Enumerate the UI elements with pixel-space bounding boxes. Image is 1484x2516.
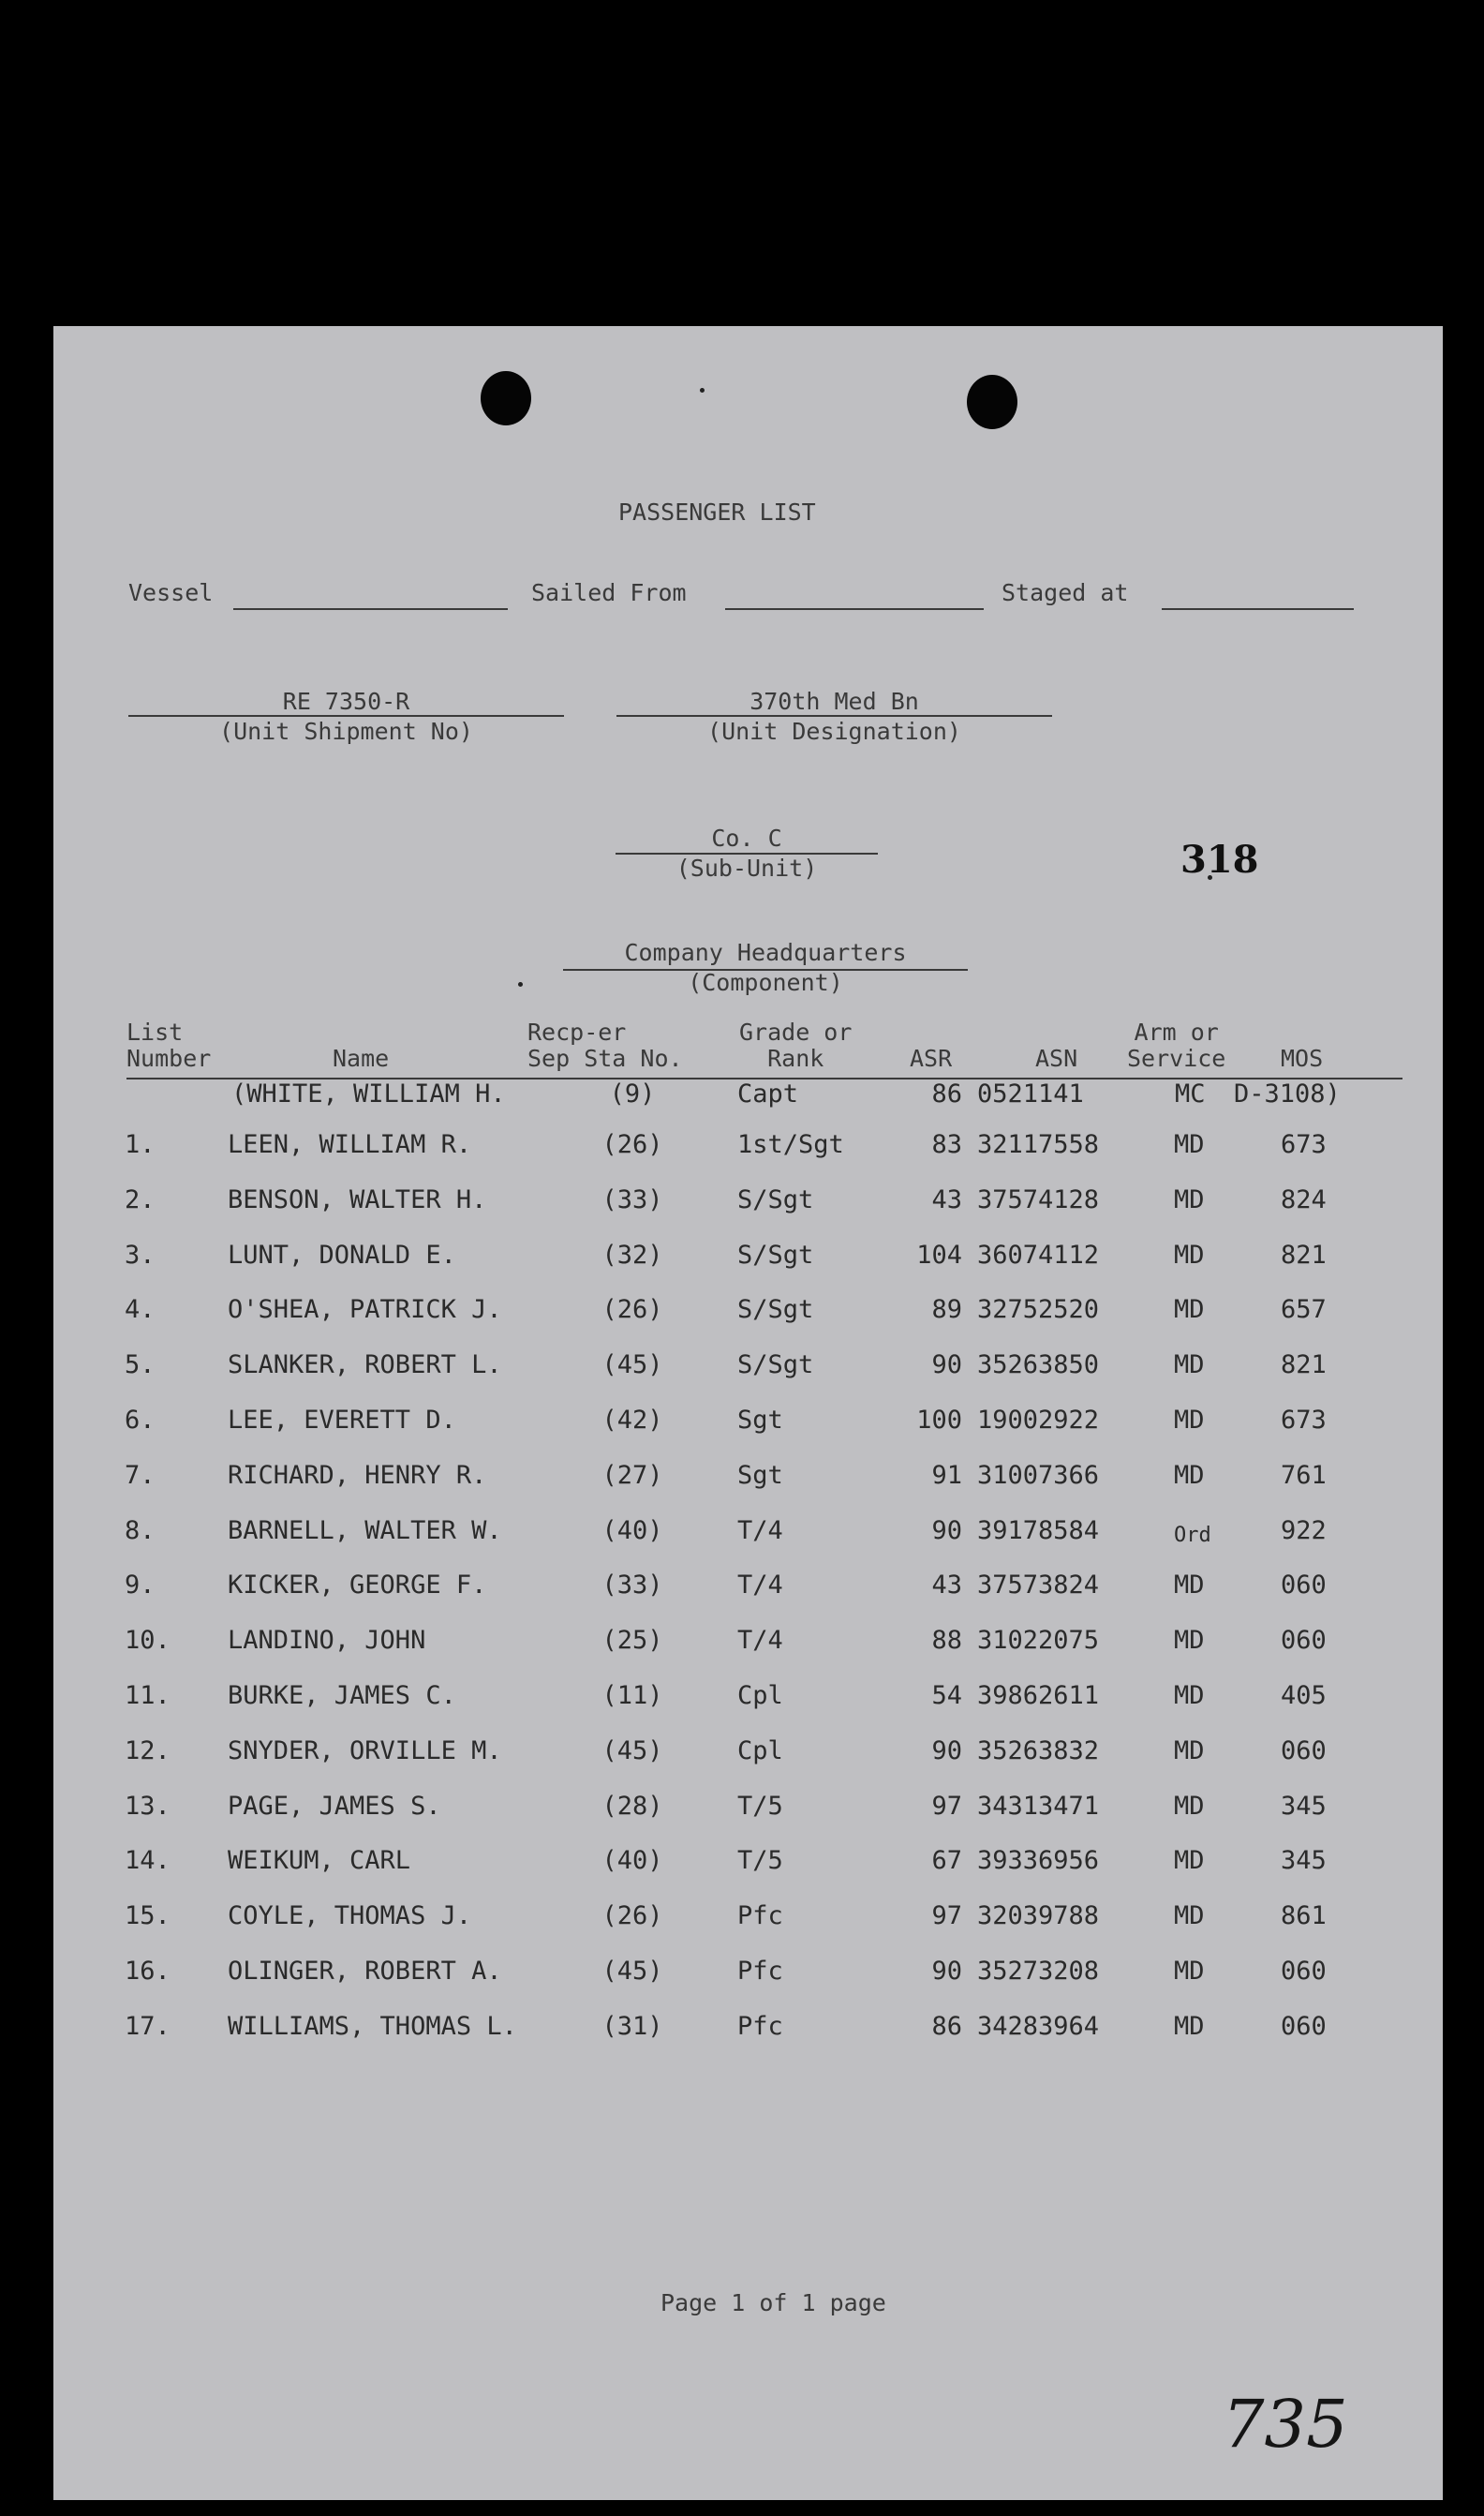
list-number: 5. xyxy=(125,1350,156,1380)
header-arm: Arm or Service xyxy=(1127,1019,1226,1072)
staged-at-label: Staged at xyxy=(1002,579,1129,606)
arm-service: MD xyxy=(1174,1791,1205,1821)
soldier-name: KICKER, GEORGE F. xyxy=(228,1571,487,1600)
arm-service: MD xyxy=(1174,1901,1205,1931)
soldier-name: BURKE, JAMES C. xyxy=(228,1681,456,1710)
list-number: 17. xyxy=(125,2011,171,2041)
soldier-name: LANDINO, JOHN xyxy=(228,1626,426,1656)
unit-shipment-no: RE 7350-R xyxy=(282,688,410,715)
page-footer: Page 1 of 1 page xyxy=(660,2289,886,2316)
mos-code: 345 xyxy=(1281,1846,1327,1876)
punch-hole-left xyxy=(481,371,531,425)
list-number: 16. xyxy=(125,1957,171,1986)
grade-rank: Sgt xyxy=(737,1406,783,1435)
vessel-label: Vessel xyxy=(128,579,214,606)
unit-designation: 370th Med Bn xyxy=(749,688,919,715)
sep-sta-no: (26) xyxy=(601,1901,663,1931)
arm-service: MD xyxy=(1174,1295,1205,1325)
arm-service: MD xyxy=(1174,1735,1205,1765)
asn-number: 35263832 xyxy=(977,1735,1100,1765)
sailed-from-label: Sailed From xyxy=(531,579,687,606)
sep-sta-no: (45) xyxy=(601,1350,663,1380)
page-title: PASSENGER LIST xyxy=(618,499,816,526)
soldier-name: PAGE, JAMES S. xyxy=(228,1791,441,1821)
speck xyxy=(700,388,705,393)
document-page xyxy=(53,326,1443,2500)
sep-sta-no: (28) xyxy=(601,1791,663,1821)
arm-service: MD xyxy=(1174,2011,1205,2041)
table-row xyxy=(53,1846,1443,1883)
mos-code: 821 xyxy=(1281,1240,1327,1270)
soldier-name: SNYDER, ORVILLE M. xyxy=(228,1735,502,1765)
arm-service: MD xyxy=(1174,1626,1205,1656)
soldier-name: COYLE, THOMAS J. xyxy=(228,1901,472,1931)
officer-sta: (9) xyxy=(609,1079,656,1109)
soldier-name: WILLIAMS, THOMAS L. xyxy=(228,2011,517,2041)
mos-code: 060 xyxy=(1281,2011,1327,2041)
header-list-number: List Number xyxy=(126,1019,212,1072)
mos-code: 060 xyxy=(1281,1735,1327,1765)
table-row xyxy=(53,1350,1443,1388)
asn-number: 39336956 xyxy=(977,1846,1100,1876)
asn-number: 34313471 xyxy=(977,1791,1100,1821)
asr-score: 90 xyxy=(931,1735,962,1765)
speck xyxy=(518,982,523,987)
asn-number: 32039788 xyxy=(977,1901,1100,1931)
list-number: 11. xyxy=(125,1681,171,1710)
list-number: 14. xyxy=(125,1846,171,1876)
list-number: 3. xyxy=(125,1240,156,1270)
punch-hole-right xyxy=(967,375,1017,429)
asn-number: 35273208 xyxy=(977,1957,1100,1986)
sep-sta-no: (26) xyxy=(601,1130,663,1159)
asn-number: 35263850 xyxy=(977,1350,1100,1380)
sep-sta-no: (31) xyxy=(601,2011,663,2041)
arm-service: MD xyxy=(1174,1406,1205,1435)
arm-service: MD xyxy=(1174,1957,1205,1986)
officer-mos: D-3108) xyxy=(1234,1079,1341,1109)
grade-rank: Sgt xyxy=(737,1460,783,1490)
header-grade: Grade or Rank xyxy=(739,1019,853,1072)
unit-shipment-caption: (Unit Shipment No) xyxy=(219,718,473,745)
soldier-name: SLANKER, ROBERT L. xyxy=(228,1350,502,1380)
unit-shipment-line xyxy=(128,715,564,717)
officer-grade: Capt xyxy=(737,1079,799,1109)
unit-designation-caption: (Unit Designation) xyxy=(707,718,961,745)
grade-rank: 1st/Sgt xyxy=(737,1130,844,1159)
list-number: 6. xyxy=(125,1406,156,1435)
soldier-name: WEIKUM, CARL xyxy=(228,1846,411,1876)
arm-service: MD xyxy=(1174,1350,1205,1380)
list-number: 13. xyxy=(125,1791,171,1821)
soldier-name: RICHARD, HENRY R. xyxy=(228,1460,487,1490)
sep-sta-no: (11) xyxy=(601,1681,663,1710)
table-row xyxy=(53,1571,1443,1608)
list-number: 7. xyxy=(125,1460,156,1490)
asn-number: 32752520 xyxy=(977,1295,1100,1325)
list-number: 10. xyxy=(125,1626,171,1656)
asn-number: 37574128 xyxy=(977,1184,1100,1214)
asr-score: 67 xyxy=(931,1846,962,1876)
mos-code: 345 xyxy=(1281,1791,1327,1821)
asn-number: 31022075 xyxy=(977,1626,1100,1656)
header-asn: ASN xyxy=(1035,1045,1078,1072)
vessel-blank-line xyxy=(233,608,508,610)
asn-number: 31007366 xyxy=(977,1460,1100,1490)
asr-score: 97 xyxy=(931,1791,962,1821)
arm-service: MD xyxy=(1174,1240,1205,1270)
table-row xyxy=(53,1792,1443,1829)
table-row xyxy=(53,1681,1443,1719)
grade-rank: S/Sgt xyxy=(737,1240,814,1270)
grade-rank: S/Sgt xyxy=(737,1350,814,1380)
table-row xyxy=(53,1461,1443,1498)
grade-rank: T/4 xyxy=(737,1626,783,1656)
grade-rank: Pfc xyxy=(737,1901,783,1931)
list-number: 15. xyxy=(125,1901,171,1931)
grade-rank: S/Sgt xyxy=(737,1184,814,1214)
asr-score: 97 xyxy=(931,1901,962,1931)
asr-score: 91 xyxy=(931,1460,962,1490)
arm-service: MD xyxy=(1174,1681,1205,1710)
table-row xyxy=(53,1295,1443,1332)
mos-code: 761 xyxy=(1281,1460,1327,1490)
grade-rank: Pfc xyxy=(737,2011,783,2041)
asn-number: 39862611 xyxy=(977,1681,1100,1710)
asr-score: 43 xyxy=(931,1571,962,1600)
sub-unit-caption: (Sub-Unit) xyxy=(675,855,818,882)
soldier-name: LEE, EVERETT D. xyxy=(228,1406,456,1435)
list-number: 8. xyxy=(125,1515,156,1545)
mos-code: 060 xyxy=(1281,1957,1327,1986)
officer-asr: 86 xyxy=(931,1079,962,1109)
mos-code: 861 xyxy=(1281,1901,1327,1931)
asn-number: 39178584 xyxy=(977,1515,1100,1545)
mos-code: 657 xyxy=(1281,1295,1327,1325)
asr-score: 54 xyxy=(931,1681,962,1710)
mos-code: 922 xyxy=(1281,1515,1327,1545)
list-number: 4. xyxy=(125,1295,156,1325)
grade-rank: Cpl xyxy=(737,1735,783,1765)
sub-unit: Co. C xyxy=(711,825,782,852)
header-mos: MOS xyxy=(1281,1045,1324,1072)
table-row xyxy=(53,1516,1443,1554)
asr-score: 83 xyxy=(931,1130,962,1159)
sep-sta-no: (40) xyxy=(601,1515,663,1545)
table-row xyxy=(53,1130,1443,1168)
list-number: 2. xyxy=(125,1184,156,1214)
asr-score: 89 xyxy=(931,1295,962,1325)
asn-number: 19002922 xyxy=(977,1406,1100,1435)
table-row xyxy=(53,2012,1443,2049)
grade-rank: T/5 xyxy=(737,1791,783,1821)
table-row xyxy=(53,1626,1443,1663)
asr-score: 90 xyxy=(931,1515,962,1545)
table-row xyxy=(53,1901,1443,1939)
component: Company Headquarters xyxy=(624,939,907,966)
grade-rank: S/Sgt xyxy=(737,1295,814,1325)
soldier-name: BARNELL, WALTER W. xyxy=(228,1515,502,1545)
soldier-name: LUNT, DONALD E. xyxy=(228,1240,456,1270)
mos-code: 673 xyxy=(1281,1406,1327,1435)
grade-rank: Cpl xyxy=(737,1681,783,1710)
asr-score: 90 xyxy=(931,1350,962,1380)
asn-number: 36074112 xyxy=(977,1240,1100,1270)
asn-number: 32117558 xyxy=(977,1130,1100,1159)
component-caption: (Component) xyxy=(688,969,843,996)
grade-rank: T/4 xyxy=(737,1515,783,1545)
grade-rank: Pfc xyxy=(737,1957,783,1986)
arm-service: Ord xyxy=(1174,1523,1211,1547)
table-row xyxy=(53,1241,1443,1278)
grade-rank: T/4 xyxy=(737,1571,783,1600)
officer-asn: 0521141 xyxy=(977,1079,1084,1109)
officer-name: (WHITE, WILLIAM H. xyxy=(231,1079,506,1109)
arm-service: MD xyxy=(1174,1460,1205,1490)
mos-code: 405 xyxy=(1281,1681,1327,1710)
sep-sta-no: (45) xyxy=(601,1957,663,1986)
stamp-number: 318 xyxy=(1180,838,1259,882)
arm-service: MD xyxy=(1174,1846,1205,1876)
sep-sta-no: (32) xyxy=(601,1240,663,1270)
asn-number: 34283964 xyxy=(977,2011,1100,2041)
staged-at-blank-line xyxy=(1162,608,1354,610)
header-name: Name xyxy=(333,1045,390,1072)
sep-sta-no: (40) xyxy=(601,1846,663,1876)
sep-sta-no: (45) xyxy=(601,1735,663,1765)
arm-service: MD xyxy=(1174,1184,1205,1214)
sep-sta-no: (42) xyxy=(601,1406,663,1435)
asr-score: 86 xyxy=(931,2011,962,2041)
handwritten-number: 735 xyxy=(1223,2386,1348,2463)
sep-sta-no: (25) xyxy=(601,1626,663,1656)
asr-score: 88 xyxy=(931,1626,962,1656)
asr-score: 100 xyxy=(916,1406,962,1435)
mos-code: 673 xyxy=(1281,1130,1327,1159)
list-number: 12. xyxy=(125,1735,171,1765)
list-number: 1. xyxy=(125,1130,156,1159)
asr-score: 90 xyxy=(931,1957,962,1986)
table-row xyxy=(53,1185,1443,1223)
arm-service: MD xyxy=(1174,1130,1205,1159)
soldier-name: BENSON, WALTER H. xyxy=(228,1184,487,1214)
mos-code: 060 xyxy=(1281,1571,1327,1600)
sailed-from-blank-line xyxy=(725,608,984,610)
soldier-name: LEEN, WILLIAM R. xyxy=(228,1130,472,1159)
mos-code: 824 xyxy=(1281,1184,1327,1214)
table-row xyxy=(53,1957,1443,1994)
soldier-name: OLINGER, ROBERT A. xyxy=(228,1957,502,1986)
mos-code: 821 xyxy=(1281,1350,1327,1380)
list-number: 9. xyxy=(125,1571,156,1600)
officer-arm: MC xyxy=(1175,1079,1206,1109)
header-asr: ASR xyxy=(910,1045,953,1072)
asr-score: 104 xyxy=(916,1240,962,1270)
table-row xyxy=(53,1736,1443,1774)
asn-number: 37573824 xyxy=(977,1571,1100,1600)
unit-designation-line xyxy=(616,715,1052,717)
sep-sta-no: (27) xyxy=(601,1460,663,1490)
sep-sta-no: (33) xyxy=(601,1184,663,1214)
header-recep-sta: Recp-er Sep Sta No. xyxy=(527,1019,683,1072)
mos-code: 060 xyxy=(1281,1626,1327,1656)
arm-service: MD xyxy=(1174,1571,1205,1600)
sep-sta-no: (26) xyxy=(601,1295,663,1325)
table-row xyxy=(53,1406,1443,1443)
soldier-name: O'SHEA, PATRICK J. xyxy=(228,1295,502,1325)
officer-row xyxy=(53,1079,1443,1117)
sep-sta-no: (33) xyxy=(601,1571,663,1600)
grade-rank: T/5 xyxy=(737,1846,783,1876)
asr-score: 43 xyxy=(931,1184,962,1214)
